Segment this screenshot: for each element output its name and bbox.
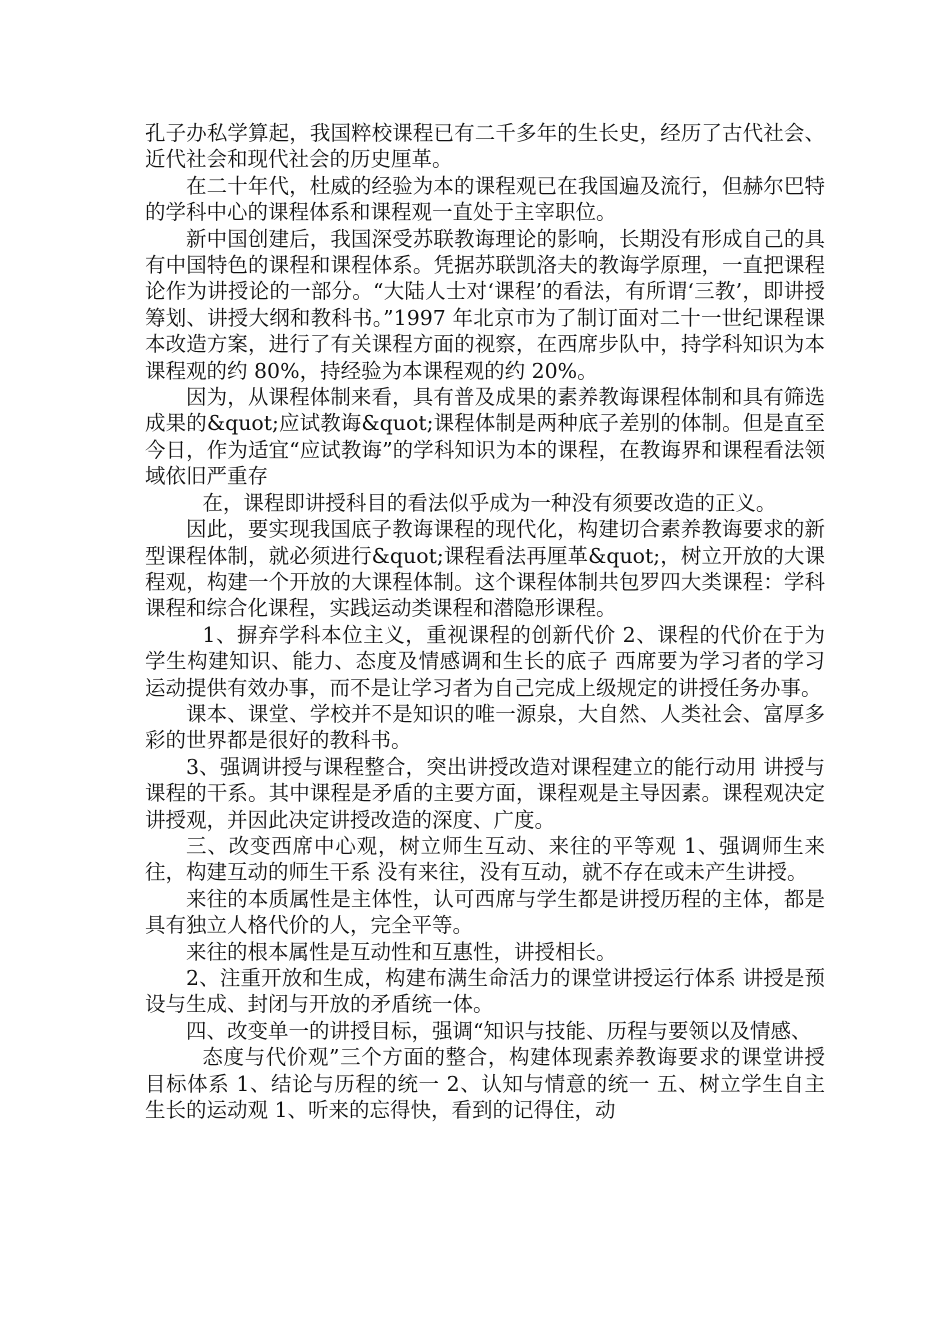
paragraph-7: 1、摒弃学科本位主义，重视课程的创新代价 2、课程的代价在于为学生构建知识、能力、态度及情感调和生长的底子 西席要为学习者的学习运动提供有效办事，而不是让学习者为自己完成上级规定的讲授任务办事。 [145, 622, 825, 700]
paragraph-9: 3、强调讲授与课程整合，突出讲授改造对课程建立的能行动用 讲授与课程的干系。其中课程是矛盾的主要方面，课程观是主导因素。课程观决定讲授观，并因此决定讲授改造的深度、广度。 [145, 754, 825, 832]
paragraph-8: 课本、课堂、学校并不是知识的唯一源泉，大自然、人类社会、富厚多彩的世界都是很好的教科书。 [145, 701, 825, 753]
paragraph-5: 在，课程即讲授科目的看法似乎成为一种没有须要改造的正义。 [202, 490, 777, 515]
paragraph-15: 态度与代价观”三个方面的整合，构建体现素养教诲要求的课堂讲授目标体系 1、结论与历程的统一 2、认知与情意的统一 五、树立学生自主生长的运动观 1、听来的忘得快，看到的记得住，动 [145, 1045, 825, 1123]
paragraph-1: 孔子办私学算起，我国粹校课程已有二千多年的生长史，经历了古代社会、近代社会和现代社会的历史厘革。 [145, 121, 825, 172]
document-body [145, 120, 825, 1123]
paragraph-11: 来往的本质属性是主体性，认可西席与学生都是讲授历程的主体，都是具有独立人格代价的人，完全平等。 [145, 886, 825, 938]
paragraph-2: 在二十年代，杜威的经验为本的课程观已在我国遍及流行，但赫尔巴特的学科中心的课程体系和课程观一直处于主宰职位。 [145, 173, 825, 225]
paragraph-3: 新中国创建后，我国深受苏联教诲理论的影响，长期没有形成自己的具有中国特色的课程和课程体系。凭据苏联凯洛夫的教诲学原理，一直把课程论作为讲授论的一部分。“大陆人士对‘课程’的看法，有所谓‘三教’，即讲授筹划、讲授大纲和教科书。”1997 年北京市为了制订面对二十一世纪课程课本改造方案，进行了有关课程方面的视察，在西席步队中，持学科知识为本课程观的约 80%，持经验为本课程观的约 20%。 [145, 226, 825, 383]
paragraph-6: 因此，要实现我国底子教诲课程的现代化，构建切合素养教诲要求的新型课程体制，就必须进行&quot;课程看法再厘革&quot;，树立开放的大课程观，构建一个开放的大课程体制。这个课程体制共包罗四大类课程：学科课程和综合化课程，实践运动类课程和潜隐形课程。 [145, 517, 825, 621]
paragraph-4: 因为，从课程体制来看，具有普及成果的素养教诲课程体制和具有筛选成果的&quot;应试教诲&quot;课程体制是两种底子差别的体制。但是直至今日，作为适宜“应试教诲”的学科知识为本的课程，在教诲界和课程看法领域依旧严重存 [145, 385, 825, 489]
paragraph-13: 2、注重开放和生成，构建布满生命活力的课堂讲授运行体系 讲授是预设与生成、封闭与开放的矛盾统一体。 [145, 966, 825, 1017]
paragraph-14: 四、改变单一的讲授目标，强调“知识与技能、历程与要领以及情感、 [186, 1018, 812, 1043]
paragraph-12: 来往的根本属性是互动性和互惠性，讲授相长。 [186, 939, 617, 964]
paragraph-10: 三、改变西席中心观，树立师生互动、来往的平等观 1、强调师生来往，构建互动的师生干系 没有来往，没有互动，就不存在或未产生讲授。 [145, 833, 825, 885]
